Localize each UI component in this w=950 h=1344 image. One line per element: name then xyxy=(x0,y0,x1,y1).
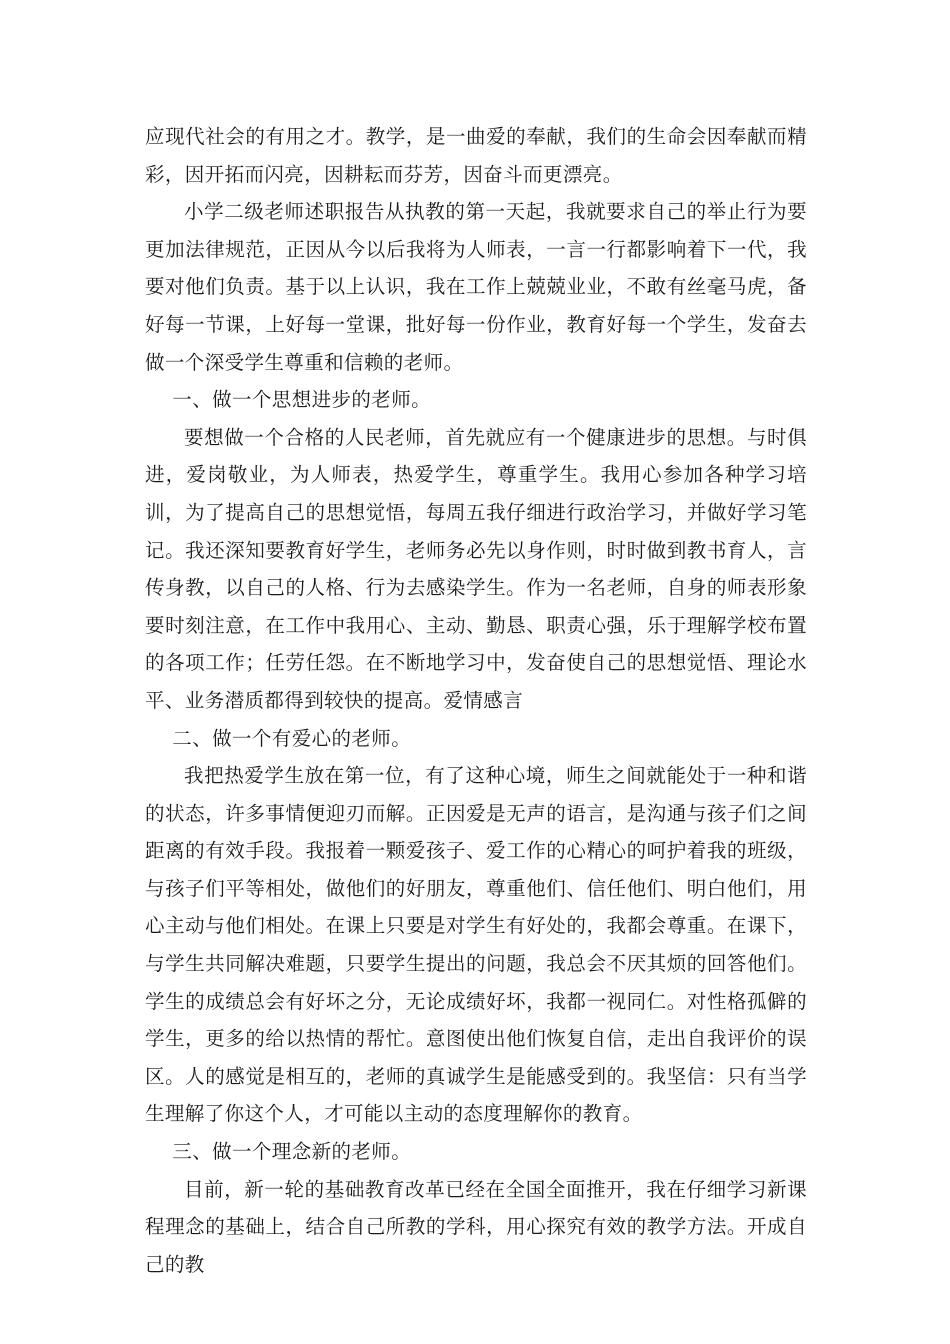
document-body xyxy=(145,118,807,1283)
paragraph: 我把热爱学生放在第一位，有了这种心境，师生之间就能处于一种和谐的状态，许多事情便迎刃而解。正因爱是无声的语言，是沟通与孩子们之间距离的有效手段。我报着一颗爱孩子、爱工作的心精心的呵护着我的班级，与孩子们平等相处，做他们的好朋友，尊重他们、信任他们、明白他们，用心主动与他们相处。在课上只要是对学生有好处的，我都会尊重。在课下，与学生共同解决难题，只要学生提出的问题，我总会不厌其烦的回答他们。学生的成绩总会有好坏之分，无论成绩好坏，我都一视同仁。对性格孤僻的学生，更多的给以热情的帮忙。意图使出他们恢复自信，走出自我评价的误区。人的感觉是相互的，老师的真诚学生是能感受到的。我坚信：只有当学生理解了你这个人，才可能以主动的态度理解你的教育。 xyxy=(145,764,807,1126)
section-heading: 二、做一个有爱心的老师。 xyxy=(172,726,412,750)
paragraph: 目前，新一轮的基础教育改革已经在全国全面推开，我在仔细学习新课程理念的基础上，结合自己所教的学科，用心探究有效的教学方法。开成自己的教 xyxy=(145,1177,807,1276)
paragraph: 要想做一个合格的人民老师，首先就应有一个健康进步的思想。与时俱进，爱岗敬业，为人师表，热爱学生，尊重学生。我用心参加各种学习培训，为了提高自己的思想觉悟，每周五我仔细进行政治学习，并做好学习笔记。我还深知要教育好学生，老师务必先以身作则，时时做到教书育人，言传身教，以自己的人格、行为去感染学生。作为一名老师，自身的师表形象要时刻注意，在工作中我用心、主动、勤恳、职责心强，乐于理解学校布置的各项工作；任劳任怨。在不断地学习中，发奋使自己的思想觉悟、理论水平、业务潜质都得到较快的提高。爱情感言 xyxy=(145,425,807,712)
paragraph: 小学二级老师述职报告从执教的第一天起，我就要求自己的举止行为要更加法律规范，正因从今以后我将为人师表，一言一行都影响着下一代，我要对他们负责。基于以上认识，我在工作上兢兢业业，不敢有丝毫马虎，备好每一节课，上好每一堂课，批好每一份作业，教育好每一个学生，发奋去做一个深受学生尊重和信赖的老师。 xyxy=(145,200,807,374)
section-heading: 一、做一个思想进步的老师。 xyxy=(172,388,431,412)
paragraph-continued: 应现代社会的有用之才。教学，是一曲爱的奉献，我们的生命会因奉献而精彩，因开拓而闪亮，因耕耘而芬芳，因奋斗而更漂亮。 xyxy=(145,125,807,186)
section-heading: 三、做一个理念新的老师。 xyxy=(172,1140,412,1164)
